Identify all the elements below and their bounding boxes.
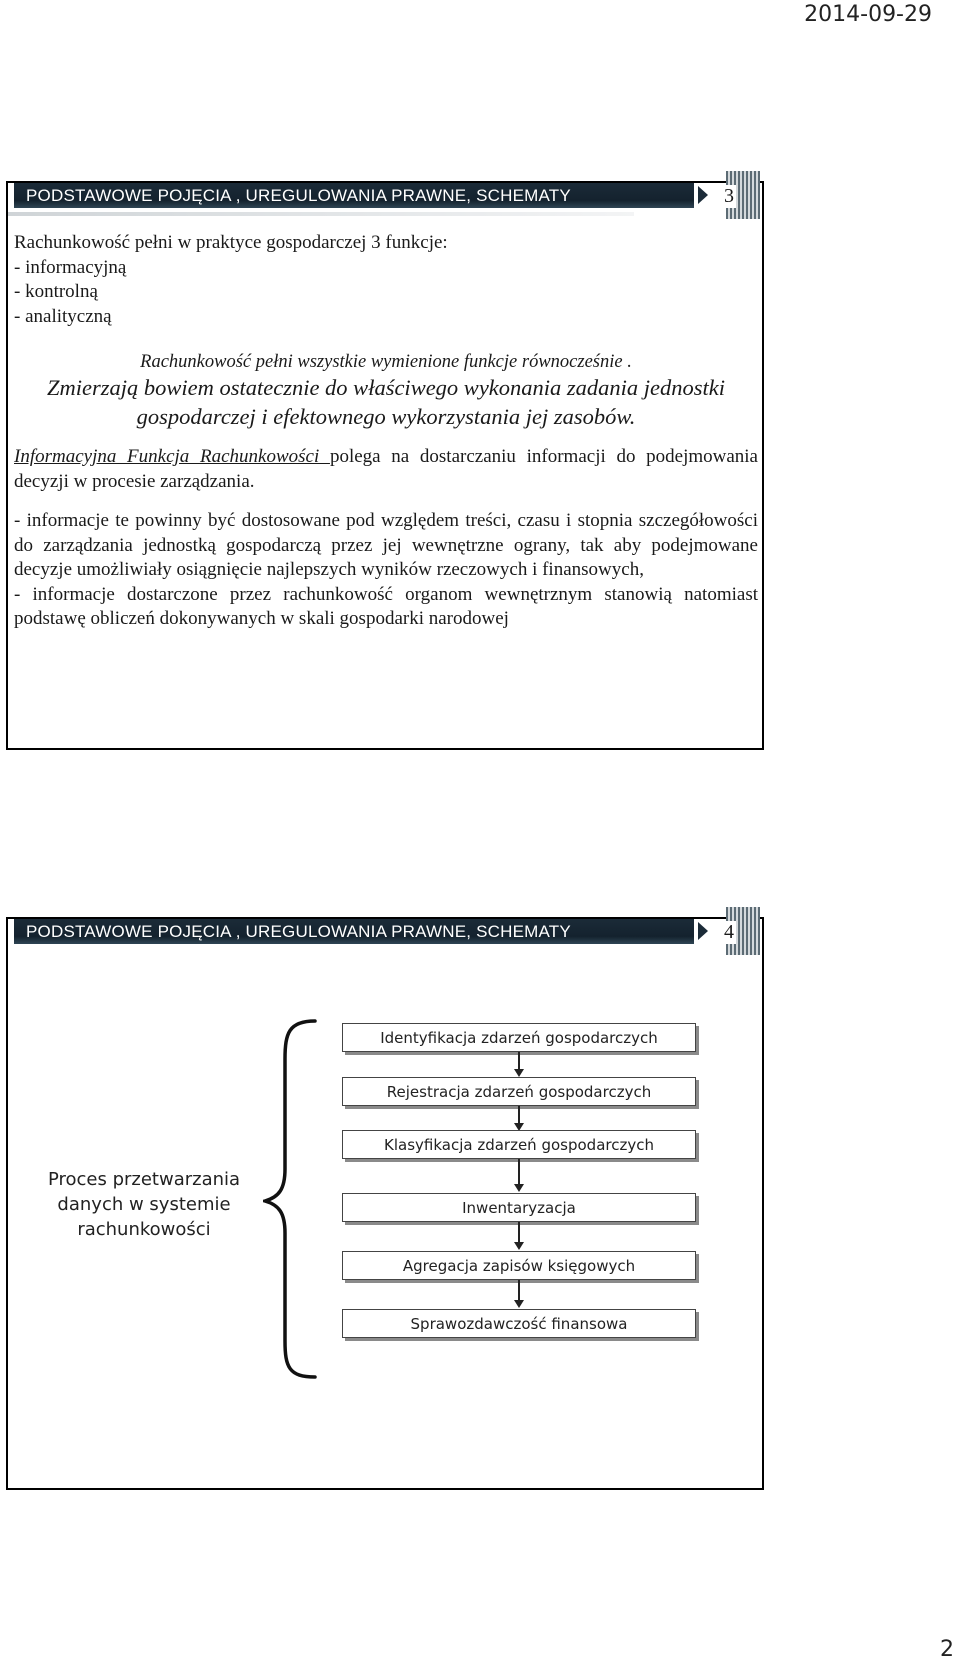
down-arrow-icon — [513, 1159, 525, 1193]
process-step-registration: Rejestracja zdarzeń gospodarczych — [342, 1077, 696, 1106]
bullet-list — [14, 509, 758, 632]
info-function-paragraph — [14, 445, 758, 494]
slide-3 — [6, 181, 764, 750]
process-step-reporting: Sprawozdawczość finansowa — [342, 1309, 696, 1338]
process-step-classification: Klasyfikacja zdarzeń gospodarczych — [342, 1130, 696, 1159]
process-step-aggregation: Agregacja zapisów księgowych — [342, 1251, 696, 1280]
slide-number: 4 — [724, 921, 734, 943]
slide-number: 3 — [724, 185, 734, 207]
process-step-inventory: Inwentaryzacja — [342, 1193, 696, 1222]
bullet-item: - informacje te powinny być dostosowane pod względem treści, czasu i stopnia szczegółowości do zarządzania jednostką gospodarczą przez jej wewnętrzne ograny, tak aby podejmowane decyzje umożliwiały osiągnięcie najlepszych wyników rzeczowych i finansowych, — [14, 510, 758, 580]
slide-body — [14, 231, 758, 632]
header-underline — [8, 212, 634, 216]
header-arrow-icon — [698, 922, 708, 940]
function-item: - analityczną — [14, 305, 112, 327]
function-item: - informacyjną — [14, 256, 127, 278]
function-item: - kontrolną — [14, 281, 98, 302]
process-label-line: rachunkowości — [77, 1219, 211, 1240]
emphasis-quote: Zmierzają bowiem ostatecznie do właściwego wykonania zadania jednostki gospodarczej i efektownego wykorzystania jej zasobów. — [46, 375, 726, 429]
header-arrow-icon — [698, 186, 708, 204]
info-function-definition: polega na dostarczaniu informacji do podejmowania decyzji w procesie zarządzania. — [14, 446, 758, 492]
process-label — [34, 1167, 254, 1242]
slide-title: PODSTAWOWE POJĘCIA , UREGULOWANIA PRAWNE, SCHEMATY — [26, 922, 571, 941]
slide-header — [8, 183, 762, 209]
down-arrow-icon — [513, 1052, 525, 1078]
page-number: 2 — [940, 1637, 954, 1662]
process-step-identification: Identyfikacja zdarzeń gospodarczych — [342, 1023, 696, 1052]
info-function-term: Informacyjna Funkcja Rachunkowości — [14, 446, 330, 467]
process-label-line: Proces przetwarzania — [47, 1169, 241, 1190]
down-arrow-icon — [513, 1106, 525, 1132]
intro-heading: Rachunkowość pełni w praktyce gospodarczej 3 funkcje: — [14, 232, 448, 253]
slide-title: PODSTAWOWE POJĘCIA , UREGULOWANIA PRAWNE, SCHEMATY — [26, 186, 571, 205]
header-bar — [14, 183, 694, 208]
down-arrow-icon — [513, 1280, 525, 1309]
bullet-item: - informacje dostarczone przez rachunkowość organom wewnętrznym stanowią natomiast podstawę obliczeń dokonywanych w skali gospodarki narodowej — [14, 583, 758, 629]
emphasis-sentence: Rachunkowość pełni wszystkie wymienione funkcje równocześnie . — [140, 352, 632, 372]
header-bar — [14, 919, 694, 944]
page-date: 2014-09-29 — [804, 2, 932, 27]
curly-brace-icon — [263, 1019, 323, 1379]
down-arrow-icon — [513, 1222, 525, 1251]
process-label-line: danych w systemie — [57, 1194, 231, 1215]
slide-4 — [6, 917, 764, 1490]
slide-header — [8, 919, 762, 945]
